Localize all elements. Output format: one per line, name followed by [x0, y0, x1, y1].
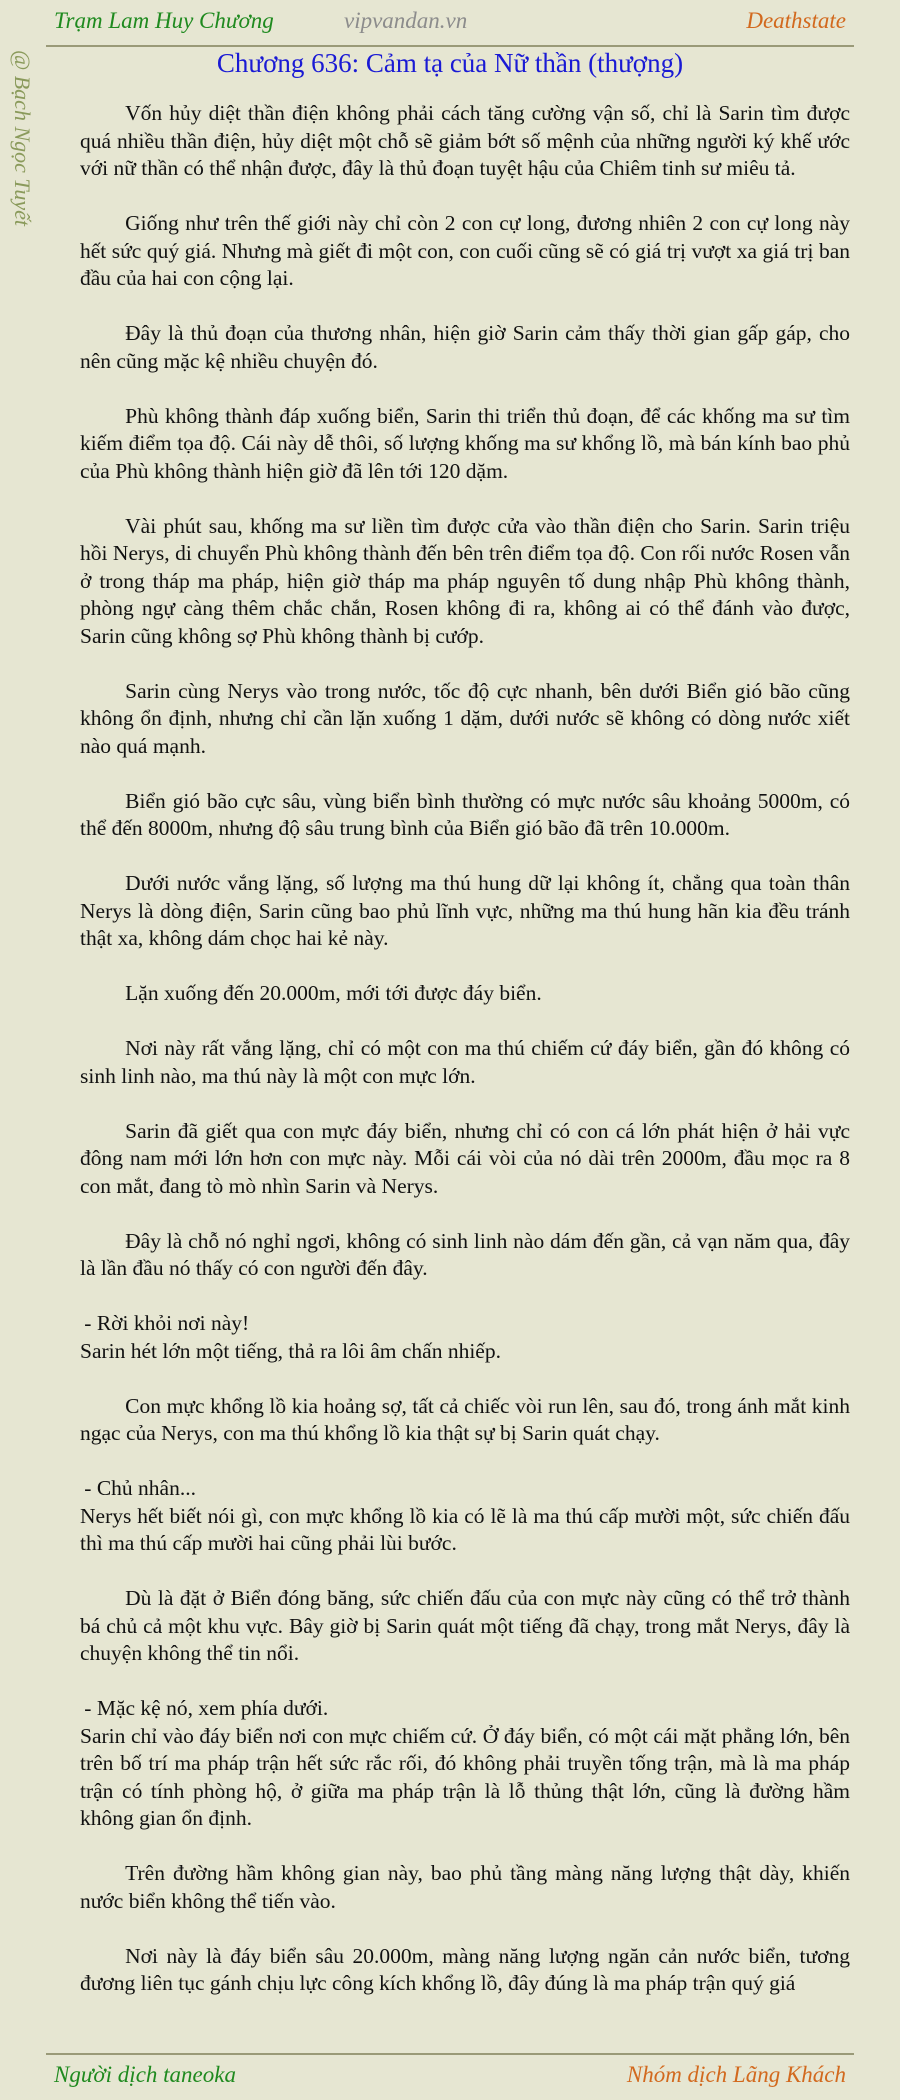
dialogue-line: - Rời khỏi nơi này! — [84, 1311, 250, 1335]
dialogue-line: - Chủ nhân... — [84, 1476, 196, 1500]
dialogue-text: Nerys hết biết nói gì, con mực khổng lồ kia có lẽ là ma thú cấp mười một, sức chiến đấu thì ma thú cấp mười hai cũng phải lùi bước. — [80, 1503, 850, 1555]
dialogue-line: - Mặc kệ nó, xem phía dưới. — [84, 1696, 329, 1720]
dialogue-text: Sarin hét lớn một tiếng, thả ra lôi âm chấn nhiếp. — [80, 1338, 501, 1363]
paragraph: Phù không thành đáp xuống biển, Sarin thi triển thủ đoạn, để các khống ma sư tìm kiếm điểm tọa độ. Cái này dễ thôi, số lượng khống ma sư khổng lồ, mà bán kính bao phủ của Phù không thành hiện giờ đã lên tới 120 dặm. — [80, 403, 850, 483]
chapter-title: Chương 636: Cảm tạ của Nữ thần (thượng) — [216, 48, 684, 78]
header-url: vipvandan.vn — [344, 8, 468, 33]
paragraph: Sarin đã giết qua con mực đáy biển, nhưng chỉ có con cá lớn phát hiện ở hải vực đông nam mới lớn hơn con mực này. Mỗi cái vòi của nó dài trên 2000m, đầu mọc ra 8 con mắt, đang tò mò nhìn Sarin và Nerys. — [80, 1118, 850, 1198]
paragraph: Giống như trên thế giới này chỉ còn 2 con cự long, đương nhiên 2 con cự long này hết sức quý giá. Nhưng mà giết đi một con, con cuối cũng sẽ có giá trị vượt xa giá trị ban đầu của hai con cộng lại. — [80, 211, 850, 290]
paragraph: Đây là thủ đoạn của thương nhân, hiện giờ Sarin cảm thấy thời gian gấp gáp, cho nên cũng mặc kệ nhiều chuyện đó. — [80, 321, 850, 373]
dialogue-paragraph — [80, 1475, 850, 1558]
dialogue-paragraph — [80, 1695, 850, 1833]
side-watermark-text: @ Bạch Ngọc Tuyết — [10, 50, 35, 227]
paragraph: Trên đường hầm không gian này, bao phủ tầng màng năng lượng thật dày, khiến nước biển không thể tiến vào. — [80, 1861, 850, 1913]
paragraph: Vốn hủy diệt thần điện không phải cách tăng cường vận số, chỉ là Sarin tìm được quá nhiều thần điện, hủy diệt một chỗ sẽ giảm bớt số mệnh của những người ký khế ước với nữ thần có thể nhận được, đây là thủ đoạn tuyệt hậu của Chiêm tinh sư miêu tả. — [80, 101, 850, 180]
paragraph: Sarin cùng Nerys vào trong nước, tốc độ cực nhanh, bên dưới Biển gió bão cũng không ổn định, nhưng chỉ cần lặn xuống 1 dặm, dưới nước sẽ không có dòng nước xiết nào quá mạnh. — [80, 678, 850, 758]
dialogue-paragraph — [80, 1310, 850, 1365]
paragraph: Đây là chỗ nó nghỉ ngơi, không có sinh linh nào dám đến gần, cả vạn năm qua, đây là lần đầu nó thấy có con người đến đây. — [80, 1228, 850, 1280]
page-header — [0, 0, 900, 46]
paragraph: Nơi này rất vắng lặng, chỉ có một con ma thú chiếm cứ đáy biển, gần đó không có sinh linh nào, ma thú này là một con mực lớn. — [80, 1036, 850, 1088]
paragraph: Con mực khổng lồ kia hoảng sợ, tất cả chiếc vòi run lên, sau đó, trong ánh mắt kinh ngạc của Nerys, con ma thú khổng lồ kia thật sự bị Sarin quát chạy. — [80, 1393, 850, 1445]
footer-divider — [46, 2053, 854, 2055]
paragraph: Vài phút sau, khống ma sư liền tìm được cửa vào thần điện cho Sarin. Sarin triệu hồi Nerys, di chuyển Phù không thành đến bên trên điểm tọa độ. Con rối nước Rosen vẫn ở trong tháp ma pháp, hiện giờ tháp ma pháp nguyên tố dung nhập Phù không thành, phòng ngự càng thêm chắc chắn, Rosen không đi ra, không ai có thể đánh vào được, Sarin cũng không sợ Phù không thành bị cướp. — [80, 513, 850, 648]
footer-group: Nhóm dịch Lãng Khách — [626, 2062, 846, 2087]
header-divider — [46, 45, 854, 47]
dialogue-text: Sarin chỉ vào đáy biển nơi con mực chiếm cứ. Ở đáy biển, có một cái mặt phẳng lớn, bên trên bố trí ma pháp trận hết sức rắc rối, đó không phải truyền tống trận, mà là ma pháp trận có tính phòng hộ, ở giữa ma pháp trận là lỗ thủng thật lớn, cũng là đường hầm không gian ổn định. — [80, 1723, 850, 1830]
paragraph: Biển gió bão cực sâu, vùng biển bình thường có mực nước sâu khoảng 5000m, có thể đến 8000m, nhưng độ sâu trung bình của Biển gió bão đã trên 10.000m. — [80, 788, 850, 840]
paragraph: Dưới nước vắng lặng, số lượng ma thú hung dữ lại không ít, chẳng qua toàn thân Nerys là dòng điện, Sarin cũng bao phủ lĩnh vực, những ma thú hung hãn kia đều tránh thật xa, không dám chọc hai kẻ này. — [80, 871, 850, 950]
footer-translator: Người dịch taneoka — [54, 2062, 236, 2087]
paragraph: Nơi này là đáy biển sâu 20.000m, màng năng lượng ngăn cản nước biển, tương đương liên tục gánh chịu lực công kích khổng lồ, đây đúng là ma pháp trận quý giá — [80, 1943, 850, 1995]
paragraph: Lặn xuống đến 20.000m, mới tới được đáy biển. — [125, 981, 542, 1005]
header-book-title: Deathstate — [746, 8, 846, 33]
header-site-name: Trạm Lam Huy Chương — [54, 8, 274, 33]
paragraph: Dù là đặt ở Biển đóng băng, sức chiến đấu của con mực này cũng có thể trở thành bá chủ cả một khu vực. Bây giờ bị Sarin quát một tiếng đã chạy, trong mắt Nerys, đây là chuyện không thể tin nổi. — [80, 1586, 850, 1665]
side-watermark — [6, 50, 42, 270]
chapter-body — [80, 100, 850, 2025]
